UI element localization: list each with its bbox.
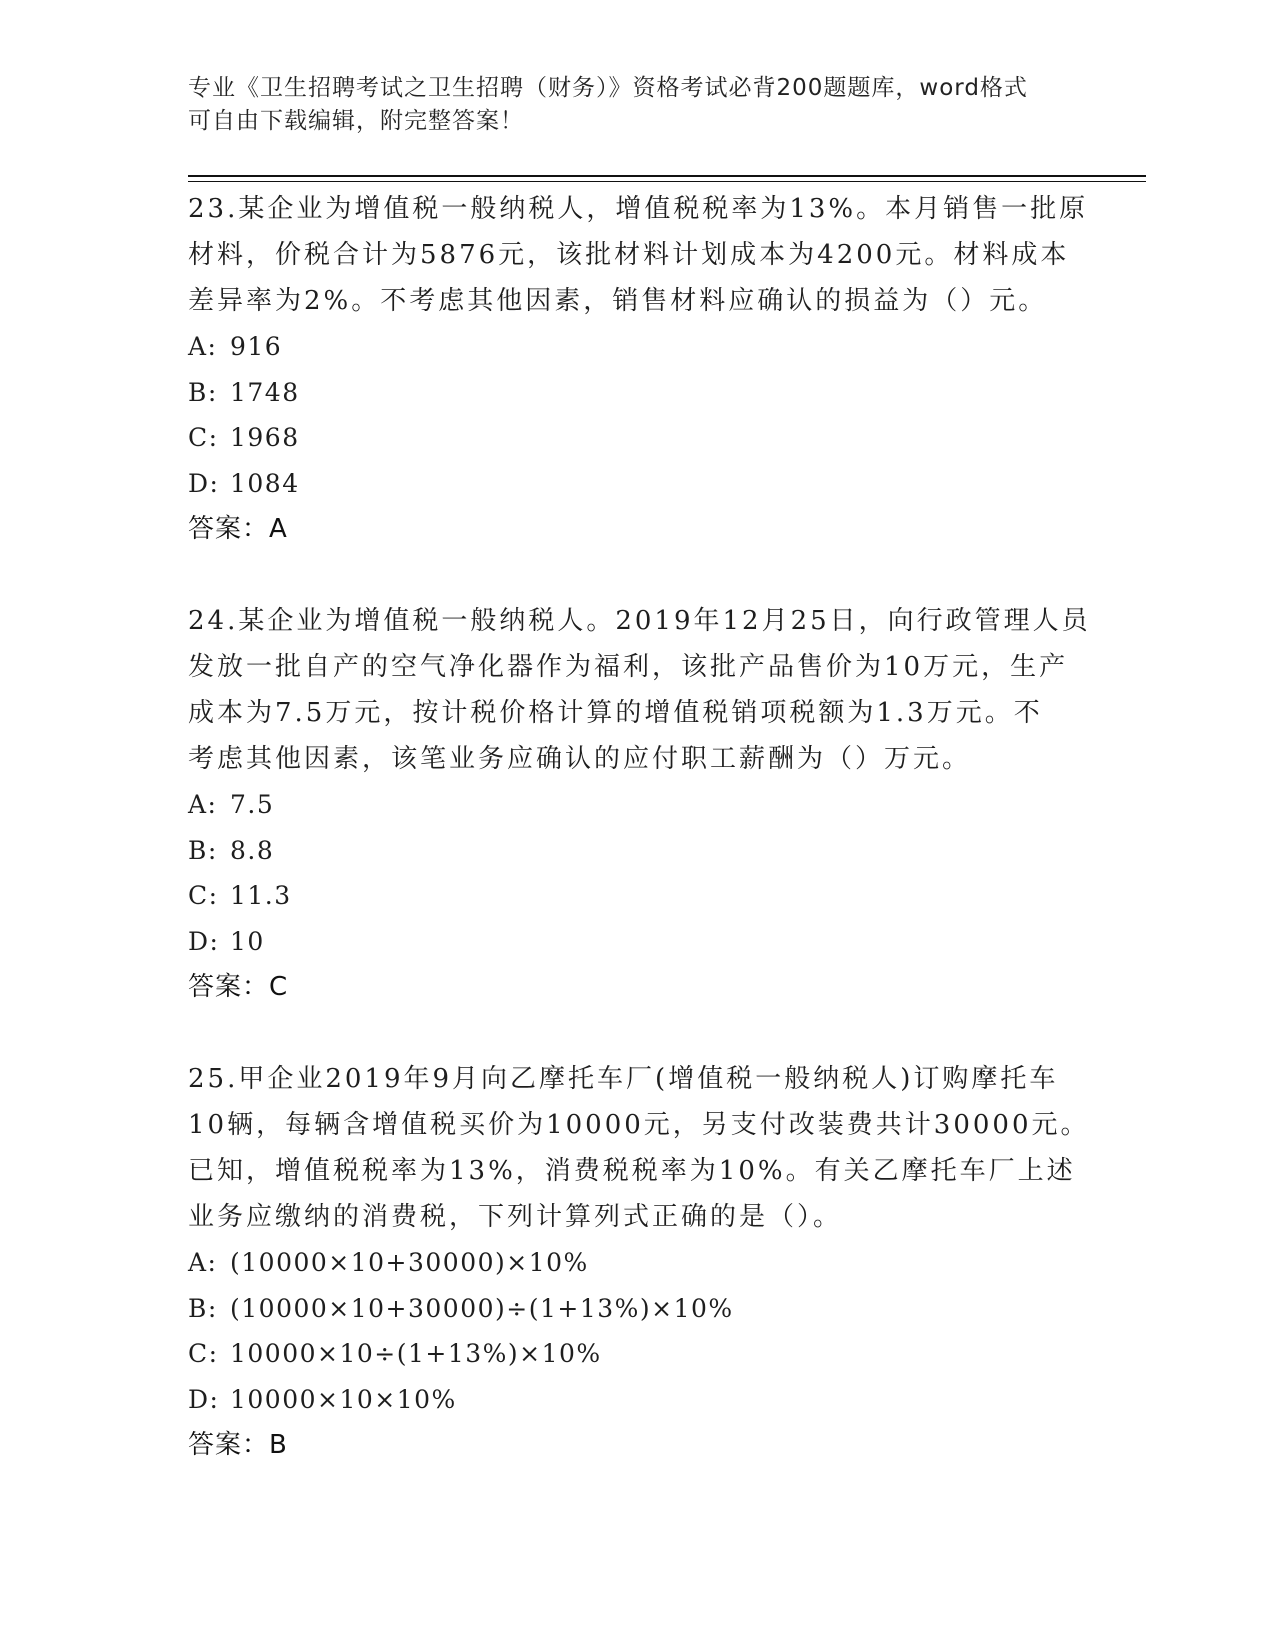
option-letter: B:	[188, 835, 218, 865]
header-divider-thin	[188, 181, 1146, 182]
option-a	[188, 782, 1088, 828]
stem-line: 25.甲企业2019年9月向乙摩托车厂(增值税一般纳税人)订购摩托车	[188, 1064, 1059, 1094]
option-d	[188, 461, 1088, 507]
option-letter: A:	[188, 332, 218, 361]
option-d	[188, 1377, 1088, 1423]
option-text: 7.5	[230, 790, 275, 819]
stem-line: 23.某企业为增值税一般纳税人，增值税税率为13%。本月销售一批原	[188, 194, 1089, 224]
header-line-1: 专业《卫生招聘考试之卫生招聘（财务）》资格考试必背200题题库，word格式	[188, 75, 1028, 101]
stem-line: 24.某企业为增值税一般纳税人。2019年12月25日，向行政管理人员	[188, 606, 1091, 636]
option-a	[188, 1240, 1088, 1286]
option-c	[188, 415, 1088, 461]
option-letter: C:	[188, 1339, 219, 1368]
answer-line: 答案：C	[188, 972, 289, 1002]
stem-line: 差异率为2%。不考虑其他因素，销售材料应确认的损益为（）元。	[188, 286, 1048, 316]
option-text: (10000×10+30000)÷(1+13%)×10%	[230, 1293, 734, 1323]
option-text: 10000×10×10%	[230, 1384, 457, 1414]
answer-line: 答案：A	[188, 514, 288, 544]
option-text: 1084	[230, 468, 300, 498]
option-c	[188, 1331, 1088, 1377]
option-letter: D:	[188, 468, 220, 498]
option-text: 1968	[230, 423, 300, 452]
option-letter: A:	[188, 790, 218, 819]
option-a	[188, 324, 1088, 370]
document-header	[188, 72, 1068, 138]
header-line-2: 可自由下载编辑，附完整答案！	[188, 108, 524, 134]
header-divider-thick	[188, 175, 1146, 177]
option-text: 10	[230, 926, 265, 956]
question-25	[188, 1056, 1088, 1468]
option-text: 1748	[230, 377, 300, 407]
option-letter: C:	[188, 423, 219, 452]
option-b	[188, 1286, 1088, 1332]
option-d	[188, 919, 1088, 965]
option-letter: D:	[188, 926, 220, 956]
question-spacer	[188, 552, 1088, 598]
option-letter: C:	[188, 881, 219, 910]
option-b	[188, 370, 1088, 416]
option-text: (10000×10+30000)×10%	[230, 1248, 589, 1277]
option-c	[188, 873, 1088, 919]
stem-line: 业务应缴纳的消费税，下列计算列式正确的是（）。	[188, 1202, 843, 1232]
stem-line: 材料，价税合计为5876元，该批材料计划成本为4200元。材料成本	[188, 240, 1070, 270]
question-stem	[188, 598, 1091, 782]
stem-line: 10辆，每辆含增值税买价为10000元，另支付改装费共计30000元。	[188, 1110, 1090, 1140]
question-23	[188, 186, 1088, 552]
option-text: 10000×10÷(1+13%)×10%	[230, 1339, 602, 1368]
stem-line: 成本为7.5万元，按计税价格计算的增值税销项税额为1.3万元。不	[188, 698, 1043, 728]
question-24	[188, 598, 1091, 1010]
stem-line: 已知，增值税税率为13%，消费税税率为10%。有关乙摩托车厂上述	[188, 1156, 1076, 1186]
option-letter: B:	[188, 1293, 218, 1323]
question-stem	[188, 186, 1088, 324]
option-text: 8.8	[230, 835, 275, 865]
question-spacer	[188, 1010, 1088, 1056]
stem-line: 发放一批自产的空气净化器作为福利，该批产品售价为10万元，生产	[188, 652, 1069, 682]
stem-line: 考虑其他因素，该笔业务应确认的应付职工薪酬为（）万元。	[188, 744, 972, 774]
option-b	[188, 828, 1088, 874]
option-letter: D:	[188, 1384, 220, 1414]
option-letter: A:	[188, 1248, 218, 1277]
option-text: 916	[230, 332, 283, 361]
option-letter: B:	[188, 377, 218, 407]
answer-line: 答案：B	[188, 1430, 288, 1460]
question-stem	[188, 1056, 1088, 1240]
option-text: 11.3	[230, 881, 292, 910]
question-list	[188, 186, 1091, 1468]
